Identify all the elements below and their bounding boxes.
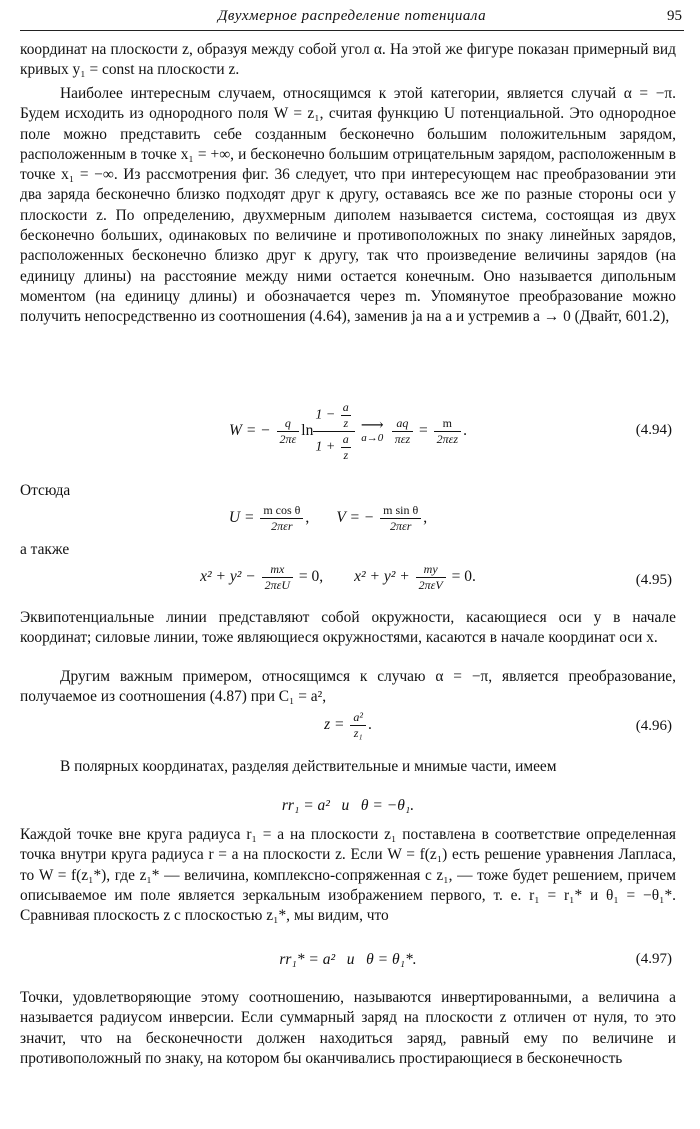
eq495-right-num: my — [416, 562, 446, 578]
paragraph-2-text: Наиболее интересным случаем, относящимся к этой категории, является случай α = −π. Будем исходить из однородного поля W = z₁, считая функцию U потенциальной. Это однородное поле можно представить себе созданным бесконечно большим положительным зарядом, расположенным в точке x₁ = +∞, и бесконечно большим отрицательным зарядом, расположенным в точке x₁ = −∞. Из рассмотрения фиг. 36 следует, что при интересующем нас преобразовании эти два заряда бесконечно близко подходят друг к другу, оставаясь все же по разные стороны оси y плоскости z. По определению, двухмерным диполем называется система, состоящая из двух бесконечно больших, одинаковых по величине и противоположных по знаку линейных зарядов, расположенных бесконечно близко друг к другу, так что произведение величины зарядов (на единицу длины) на расстояние между ними остается конечным. Оно называется дипольным моментом (на единицу длины) и обозначается через m. Упомянутое преобразование можно получить непосредственно из соотношения (4.64), заменив ja на a и устремив a → 0 (Двайт, 601.2), — [20, 85, 676, 326]
header-title: Двухмерное распределение потенциала — [217, 8, 487, 24]
eq494-piez: πεz — [394, 432, 411, 446]
equation-4-94 — [20, 400, 676, 460]
eq-v-num: m sin θ — [380, 503, 421, 519]
eq495-left-a: x² + y² − — [200, 568, 256, 586]
eq496-den: z₁ — [353, 726, 363, 740]
paragraph-7-text: Точки, удовлетворяющие этому соотношению, называются инвертированными, а величина a называется радиусом инверсии. Если суммарный заряд на плоскости z отличен от нуля, то это значит, что на бесконечности должен находиться заряд, равный ему по величине и противоположный по знаку, на котором бы оканчивались простирающиеся в бесконечность — [20, 989, 676, 1067]
paragraph-3-text: Эквипотенциальные линии представляют собой окружности, касающиеся оси y в начале координат; силовые линии, тоже являющиеся окружностями, касаются в начале координат оси x. — [20, 609, 676, 647]
eq495-left-b: = 0, — [298, 568, 324, 586]
eq494-frac-aq — [392, 416, 413, 447]
eq494-aq: aq — [392, 416, 413, 432]
eq494-a-over-z-top — [341, 400, 351, 431]
eq494-lhs: W = − — [229, 422, 271, 440]
eq494-z-bottom: z — [343, 448, 349, 462]
equation-4-97 — [20, 951, 676, 975]
eq495-left-num: mx — [262, 562, 293, 578]
equation-number-4-97: (4.97) — [635, 951, 672, 967]
eq496-lhs: z = — [324, 716, 345, 734]
equation-u-v — [20, 503, 676, 543]
eq494-z-top: z — [343, 416, 349, 430]
eq494-m: m — [434, 416, 461, 432]
eq494-dot: . — [463, 422, 467, 440]
paragraph-4 — [20, 667, 676, 708]
paragraph-5-text: В полярных координатах, разделяя действительные и мнимые части, имеем — [60, 758, 557, 775]
eq494-a-top: a — [342, 400, 349, 414]
eq-v-comma: , — [423, 509, 428, 527]
equation-4-96-body — [20, 710, 676, 741]
eq496-num: a² — [350, 710, 366, 726]
eq494-one-plus: 1 + — [315, 439, 336, 455]
equation-4-95-body — [0, 562, 676, 593]
equation-4-96 — [20, 710, 676, 750]
equation-4-97-body: rr₁* = a² и θ = θ₁*. — [279, 951, 417, 968]
eq-v-frac — [380, 503, 421, 534]
label-otsyuda: Отсюда — [20, 482, 71, 499]
eq495-right-den: 2πεV — [418, 578, 443, 592]
eq495-right-a: x² + y² + — [354, 568, 410, 586]
eq494-a-over-z-bottom — [341, 432, 351, 463]
eq-v-den: 2πεr — [389, 519, 412, 533]
paragraph-4-text: Другим важным примером, относящимся к случаю α = −π, является преобразование, получаемое из соотношения (4.87) при C₁ = a², — [20, 668, 676, 706]
equation-4-95 — [20, 562, 676, 602]
equation-4-94-body — [20, 400, 676, 463]
eq495-left-frac — [262, 562, 293, 593]
eq496-frac — [350, 710, 366, 741]
paragraph-3 — [20, 608, 676, 649]
eq494-limit-arrow — [360, 416, 384, 444]
eq494-frac-q — [277, 416, 300, 447]
eq494-frac-m — [434, 416, 461, 447]
equation-number-4-95: (4.95) — [635, 572, 672, 588]
eq495-left-den: 2πεU — [264, 578, 291, 592]
eq495-right-b: = 0. — [451, 568, 476, 586]
paragraph-6-text: Каждой точке вне круга радиуса r₁ = a на плоскости z₁ поставлена в соответствие определенная точка внутри круга радиуса r = a на плоскости z. Если W = f(z₁) есть решение уравнения Лапласа, то W = f(z₁*), где z₁* — величина, комплексно-сопряженная с z₁, — тоже будет решением, причем описываемое им поле является зеркальным изображением первого, т. е. r₁ = r₁* и θ₁ = −θ₁*. Сравнивая плоскость z с плоскостью z₁*, мы видим, что — [20, 826, 676, 925]
eq-u-lhs: U = — [228, 509, 255, 527]
eq494-one-minus: 1 − — [315, 407, 336, 423]
eq494-den2: 2πεz — [436, 432, 459, 446]
equation-polar — [20, 797, 676, 821]
page-number: 95 — [667, 8, 682, 24]
eq494-ln: ln — [301, 422, 314, 440]
eq-u-comma: , — [305, 509, 310, 527]
equation-polar-body: rr₁ = a² и θ = −θ₁. — [281, 797, 415, 814]
paragraph-1-text: координат на плоскости z, образуя между собой угол α. На этой же фигуре показан примерный вид кривых y₁ = const на плоскости z. — [20, 41, 676, 79]
eq494-den: 2πε — [279, 432, 297, 446]
eq494-q: q — [277, 416, 300, 432]
equation-number-4-96: (4.96) — [635, 718, 672, 734]
eq-u-frac — [260, 503, 303, 534]
eq494-lim: a→0 — [361, 431, 384, 444]
eq-u-den: 2πεr — [271, 519, 293, 533]
paragraph-5 — [20, 757, 676, 777]
eq-u-num: m cos θ — [260, 503, 303, 519]
label-a-takzhe: а также — [20, 541, 70, 558]
paragraph-2 — [20, 84, 676, 328]
equation-number-4-94: (4.94) — [635, 422, 672, 438]
equation-u-v-body — [0, 503, 676, 534]
eq494-log-den — [313, 432, 354, 463]
paragraph-7 — [20, 988, 676, 1069]
eq496-dot: . — [367, 716, 372, 734]
paragraph-6 — [20, 825, 676, 926]
eq494-a-bottom: a — [342, 432, 349, 446]
arrow-right-icon: ⟶ — [360, 416, 384, 434]
eq494-log-num — [313, 400, 354, 432]
eq494-log-fraction — [313, 400, 354, 463]
eq495-right-frac — [416, 562, 446, 593]
paragraph-1 — [20, 40, 676, 81]
running-header — [20, 6, 684, 31]
eq-v-lhs: V = − — [336, 509, 375, 527]
eq494-eq: = — [419, 422, 428, 440]
